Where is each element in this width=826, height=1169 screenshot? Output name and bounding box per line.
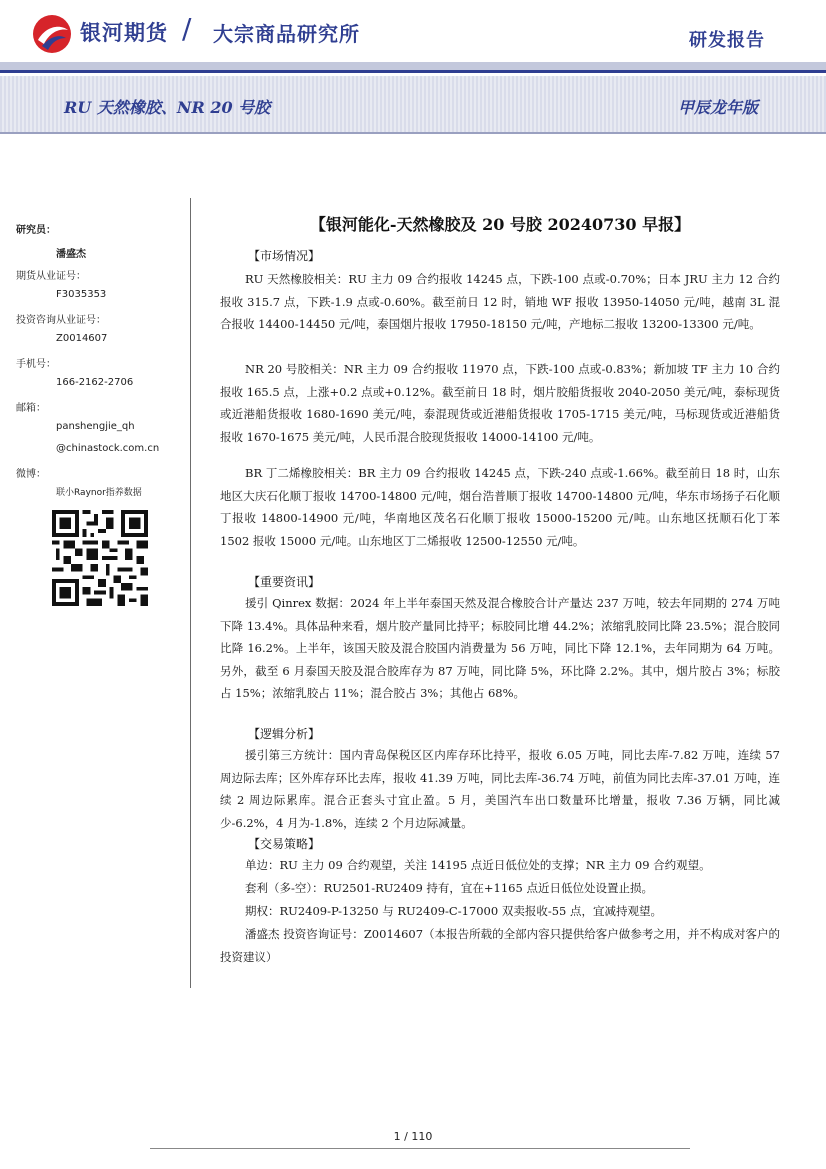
paragraph-br: BR 丁二烯橡胶相关：BR 主力 09 合约报收 14245 点，下跌-240 点或-1.66%。截至前日 18 时，山东地区大庆石化顺丁报收 14700-14800 元/吨，烟台浩普顺丁报收 14700-14800 元/吨，华东市场扬子石化顺丁报收 14800-14900 元/吨，华南地区茂名石化顺丁报收 15000-15200 元/吨。山东地区抚顺石化丁苯 1502 报收 15000 元/吨。山东地区丁二烯报收 12500-12550 元/吨。 [220,466,780,548]
paragraph-ru: RU 天然橡胶相关：RU 主力 09 合约报收 14245 点，下跌-100 点或-0.70%；日本 JRU 主力 12 合约报收 315.7 点，下跌-1.9 点或-0.60%。截至前日 12 时，销地 WF 报收 13950-14050 元/吨，越南 3L 混合报收 14400-14450 元/吨，泰国烟片报收 17950-18150 元/吨，产地标二报收 13200-13300 元/吨。 [220,272,780,332]
footer-rule [150,1148,690,1149]
product-label: RU 天然橡胶、NR 20 号胶 [64,98,271,117]
report-type: 研发报告 [689,30,765,51]
phone-label: 手机号： [16,359,56,370]
advisory-cert-label: 投资咨询从业证号： [16,315,106,326]
report-header [0,0,826,70]
advisory-cert-value: Z0014607 [56,333,108,344]
futures-cert-label: 期货从业证号： [16,271,86,282]
phone-value: 166-2162-2706 [56,377,134,388]
header-stripe [0,62,826,70]
strategy-single: 单边：RU 主力 09 合约观望，关注 14195 点近日低位处的支撑；NR 主力 09 合约观望。 [245,858,711,872]
paragraph-logic: 援引第三方统计：国内青岛保税区区内库存环比持平，报收 6.05 万吨，同比去库-7.82 万吨，连续 57 周边际去库；区外库存环比去库，报收 41.39 万吨，同比去库-36.74 万吨，前值为同比去库-37.01 万吨，连续 2 周边际累库。混合正套头寸宜止盈。5 月，美国汽车出口数量环比增量，报收 7.36 万辆，同比减少-6.2%，4 月为-1.8%，连续 2 个月边际减量。 [220,748,780,830]
section-heading-market: 【市场情况】 [248,249,321,263]
sidebar-divider [190,198,191,988]
email-label: 邮箱： [16,403,46,414]
strategy-arbitrage: 套利（多-空）：RU2501-RU2409 持有，宜在+1165 点近日低位处设置止损。 [245,881,653,895]
yinhe-logo-icon [32,14,72,54]
section-heading-news: 【重要资讯】 [248,575,321,589]
qr-code-icon [52,510,148,606]
header-rule [0,70,826,73]
researcher-label: 研究员： [16,225,56,236]
strategy-options: 期权：RU2409-P-13250 与 RU2409-C-17000 双卖报收-55 点，宜减持观望。 [245,904,662,918]
brand-divider: / [182,12,192,45]
edition-label: 甲辰龙年版 [678,98,759,117]
paragraph-nr: NR 20 号胶相关：NR 主力 09 合约报收 11970 点，下跌-100 点或-0.83%；新加坡 TF 主力 10 合约报收 165.5 点，上涨+0.2 点或+0.12%。截至前日 18 时，烟片胶船货报收 2040-2050 美元/吨，泰标现货或近港船货报收 1680-1690 美元/吨，泰混现货或近港船货报收 1705-1715 美元/吨，马标现货或近港船货报收 1670-1675 美元/吨，人民币混合胶现货报收 14000-14100 元/吨。 [220,362,780,444]
email-line2[interactable]: @chinastock.com.cn [56,443,160,454]
weibo-label: 微博： [16,469,46,480]
futures-cert-value: F3035353 [56,289,107,300]
section-heading-strategy: 【交易策略】 [248,837,321,851]
institute-name: 大宗商品研究所 [213,22,360,46]
weibo-value: 联小Raynor指养数据 [56,488,142,498]
report-title: 【银河能化-天然橡胶及 20 号胶 20240730 早报】 [309,215,691,234]
subheader-rule [0,132,826,134]
email-line1[interactable]: panshengjie_qh [56,421,135,432]
disclaimer: 潘盛杰 投资咨询证号：Z0014607（本报告所载的全部内容只提供给客户做参考之用，并不构成对客户的投资建议） [220,927,780,964]
brand-name: 银河期货 [80,21,168,45]
section-heading-logic: 【逻辑分析】 [248,727,321,741]
researcher-name: 潘盛杰 [56,249,86,260]
page-number: 1 / 110 [393,1130,433,1143]
paragraph-news: 援引 Qinrex 数据：2024 年上半年泰国天然及混合橡胶合计产量达 237 万吨，较去年同期的 274 万吨下降 13.4%。具体品种来看，烟片胶产量同比持平；标胶同比增 44.2%；浓缩乳胶同比降 23.5%；混合胶同比降 16.2%。上半年，该国天胶及混合胶国内消费量为 56 万吨，同比下降 12.1%，去年同期为 64 万吨。另外，截至 6 月泰国天胶及混合胶库存为 87 万吨，同比降 5%，环比降 2.2%。其中，烟片胶占 3%；标胶占 15%；浓缩乳胶占 11%；混合胶占 3%；其他占 68%。 [220,596,780,701]
